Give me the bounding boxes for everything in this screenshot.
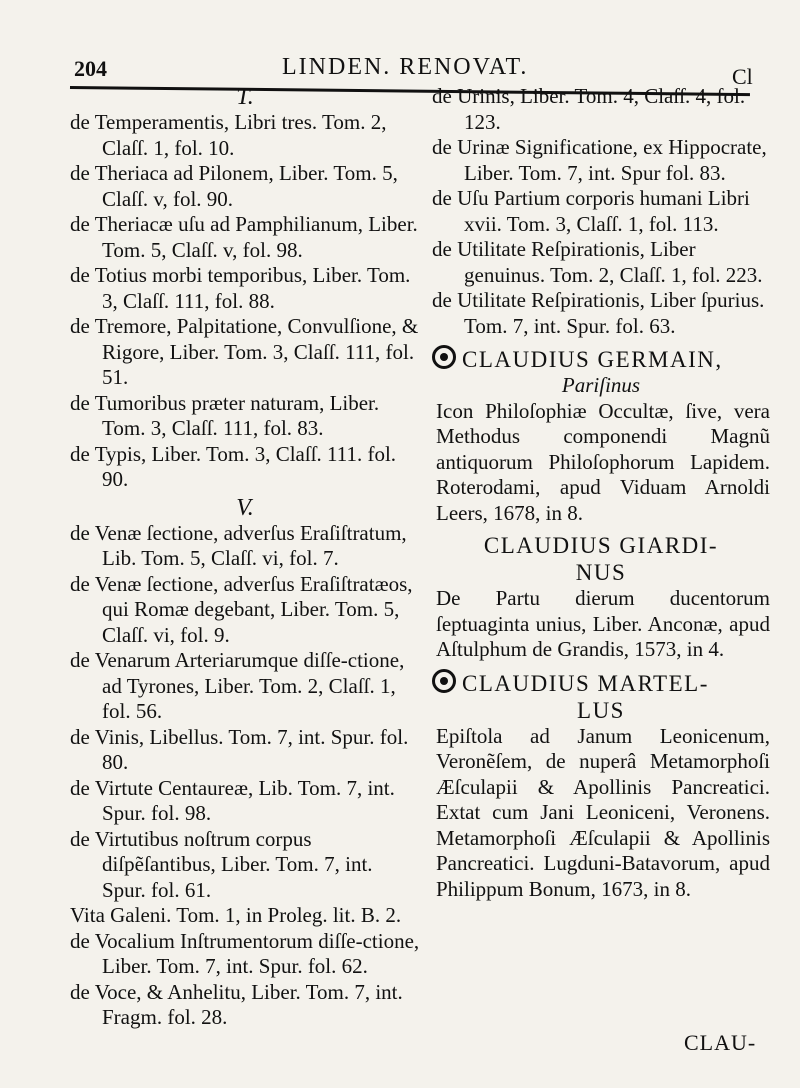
index-entry: de Uſu Partium corporis humani Libri xvii. Tom. 3, Claſſ. 1, fol. 113. — [432, 186, 750, 236]
author-name: CLAUDIUS MARTEL- — [462, 670, 709, 696]
index-entry: de Theriacæ uſu ad Pamphilianum, Liber. Tom. 5, Claſſ. v, fol. 98. — [70, 212, 418, 262]
circle-bullet-icon — [432, 345, 456, 369]
index-entry: de Venæ ſectione, adverſus Eraſiſtratum, Lib. Tom. 5, Claſſ. vi, fol. 7. — [70, 520, 407, 570]
author-name: CLAUDIUS GERMAIN, — [462, 347, 723, 372]
author-place: Pariſinus — [561, 373, 641, 397]
author-name-cont: NUS — [575, 560, 627, 585]
index-entry: Vita Galeni. Tom. 1, in Proleg. lit. B. 2. — [70, 903, 402, 927]
author-name-cont: LUS — [577, 697, 625, 723]
running-title: LINDEN. RENOVAT. — [282, 54, 529, 80]
catchword: CLAU- — [684, 1030, 757, 1055]
index-entry: de Tumoribus præter naturam, Liber. Tom. 3, Claſſ. 111, fol. 83. — [70, 390, 380, 440]
index-entry: de Utilitate Reſpirationis, Liber ſpurius. Tom. 7, int. Spur. fol. 63. — [432, 288, 765, 338]
index-entry: de Totius morbi temporibus, Liber. Tom. 3, Claſſ. 111, fol. 88. — [70, 263, 411, 313]
index-entry: de Theriaca ad Pilonem, Liber. Tom. 5, Claſſ. v, fol. 90. — [70, 161, 398, 211]
index-entry: de Venæ ſectione, adverſus Eraſiſtratæos, qui Romæ degebant, Liber. Tom. 5, Claſſ. vi, fol. 9. — [70, 571, 413, 647]
book-description: Epiſtola ad Janum Leonicenum, Veronẽſem, de nuperâ Metamorphoſi Æſculapii & Apollinis Pancreatici. Extat cum Jani Leoniceni, Veronens. Metamorphoſi Æſculapii & Apollinis Pancreatici. Lugduni-Batavorum, apud Philippum Bonum, 1673, in 8. — [436, 723, 770, 901]
index-entry: de Urinæ Significatione, ex Hippocrate, Liber. Tom. 7, int. Spur fol. 83. — [432, 135, 767, 185]
right-column — [432, 84, 770, 902]
index-entry: de Utilitate Reſpirationis, Liber genuinus. Tom. 2, Claſſ. 1, fol. 223. — [432, 237, 763, 287]
author-name: CLAUDIUS GIARDI- — [483, 533, 719, 558]
index-entry: de Urinis, Liber. Tom. 4, Claſſ. 4, fol. 123. — [432, 84, 746, 134]
section-letter-v: V. — [236, 494, 254, 521]
index-entry: de Virtutibus noſtrum corpus diſpẽſantibus, Liber. Tom. 7, int. Spur. fol. 61. — [70, 826, 373, 902]
index-entry: de Vinis, Libellus. Tom. 7, int. Spur. fol. 80. — [70, 724, 409, 774]
book-description: De Partu dierum ducentorum ſeptuaginta unius, Liber. Anconæ, apud Aſtulphum de Grandis, 1573, in 4. — [436, 586, 770, 661]
running-right: Cl — [732, 64, 753, 89]
index-entry: de Typis, Liber. Tom. 3, Claſſ. 111. fol. 90. — [70, 441, 397, 491]
index-entry: de Venarum Arteriarumque diſſe-ctione, ad Tyrones, Liber. Tom. 2, Claſſ. 1, fol. 56. — [70, 648, 405, 723]
author-heading — [432, 532, 770, 586]
author-heading — [432, 669, 770, 724]
page-number: 204 — [74, 56, 107, 81]
index-entry: de Voce, & Anhelitu, Liber. Tom. 7, int. Fragm. fol. 28. — [70, 979, 403, 1029]
index-entry: de Virtute Centaureæ, Lib. Tom. 7, int. Spur. fol. 98. — [70, 775, 395, 825]
book-description: Icon Philoſophiæ Occultæ, ſive, vera Methodus componendi Magnũ antiquorum Philoſophorum Lapidem. Roterodami, apud Viduam Arnoldi Leers, 1678, in 8. — [436, 398, 770, 525]
circle-bullet-icon — [432, 669, 456, 693]
left-column — [70, 84, 420, 1031]
index-entry: de Tremore, Palpitatione, Convulſione, & Rigore, Liber. Tom. 3, Claſſ. 111, fol. 51. — [70, 314, 419, 389]
section-letter-t: T. — [236, 84, 254, 110]
index-entry: de Temperamentis, Libri tres. Tom. 2, Claſſ. 1, fol. 10. — [70, 110, 387, 160]
author-heading — [432, 345, 770, 373]
index-entry: de Vocalium Inſtrumentorum diſſe-ctione, Liber. Tom. 7, int. Spur. fol. 62. — [70, 928, 420, 978]
